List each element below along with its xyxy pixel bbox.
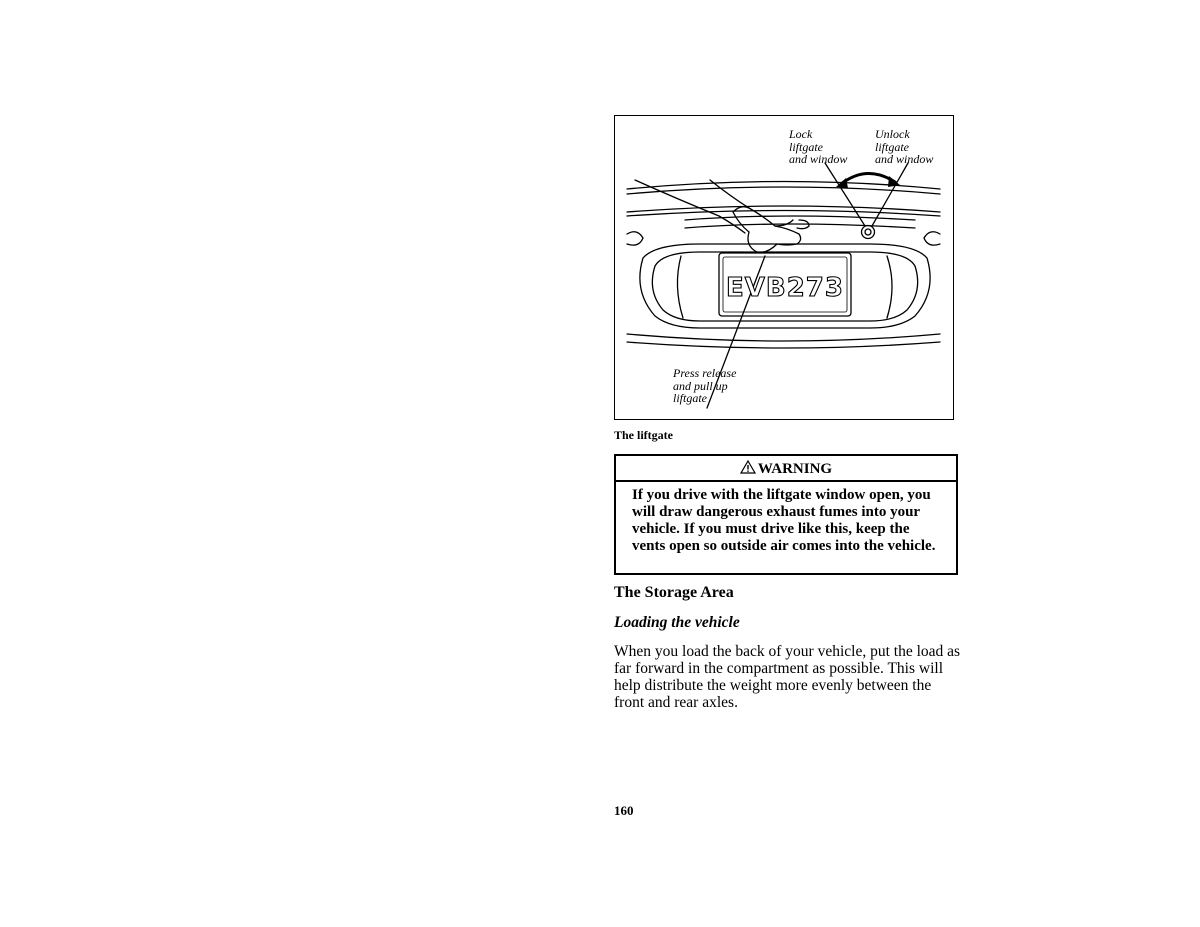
- license-plate-text: EVB273: [726, 273, 844, 303]
- warning-box: [614, 454, 958, 575]
- callout-unlock: Unlock liftgate and window: [875, 127, 934, 166]
- figure-caption: The liftgate: [614, 428, 673, 442]
- body-paragraph: When you load the back of your vehicle, put the load as far forward in the compartment as possible. This will help distribute the weight more evenly between the front and rear axles.: [614, 643, 961, 711]
- callout-release: Press release and pull up liftgate: [673, 366, 737, 405]
- section-heading: The Storage Area: [614, 584, 734, 601]
- warning-title-bar: [616, 456, 956, 482]
- warning-triangle-icon: [740, 457, 756, 483]
- warning-text: If you drive with the liftgate window open, you will draw dangerous exhaust fumes into your vehicle. If you must drive like this, keep the vents open so outside air comes into the vehicle.: [632, 487, 936, 554]
- callout-lock: Lock liftgate and window: [789, 127, 848, 166]
- warning-title: WARNING: [757, 461, 833, 477]
- page-number: 160: [614, 803, 634, 818]
- liftgate-illustration: [614, 115, 954, 420]
- subsection-heading: Loading the vehicle: [614, 614, 740, 631]
